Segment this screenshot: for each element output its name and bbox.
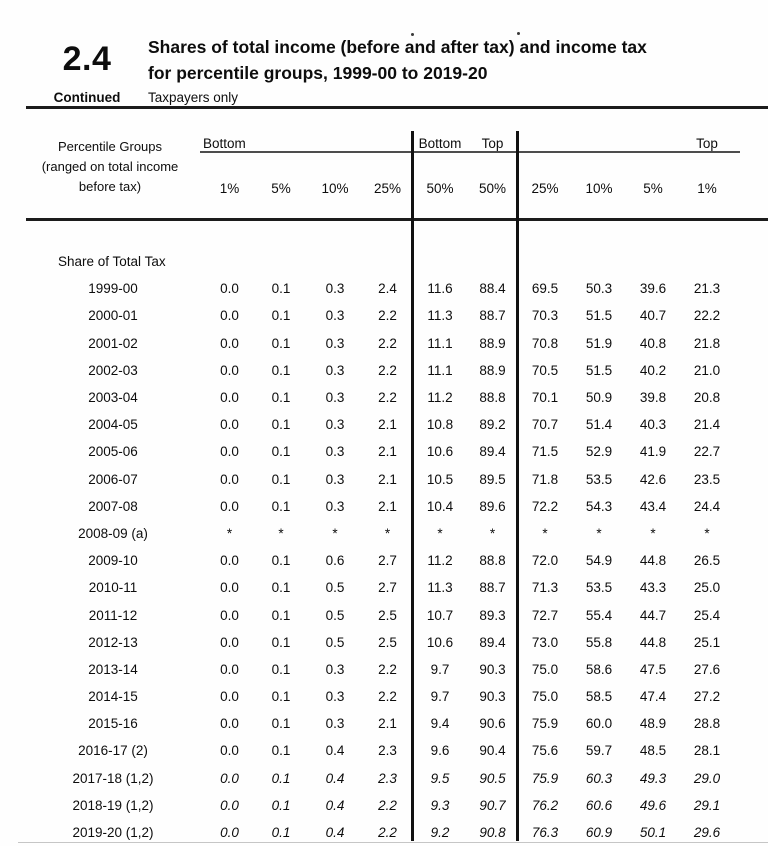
- column-header-percent: 25%: [531, 180, 559, 196]
- cell-value: 50.1: [639, 825, 667, 841]
- cell-value: 0.1: [271, 308, 291, 324]
- cell-value: 89.5: [479, 471, 506, 487]
- cell-value: 10.6: [426, 634, 454, 650]
- cell-value: 2.1: [378, 716, 397, 732]
- cell-value: 2.1: [378, 498, 397, 514]
- cell-value: 76.3: [531, 825, 559, 841]
- table-number: 2.4: [62, 40, 112, 78]
- row-year-label: 2001-02: [88, 335, 138, 351]
- cell-value: 0.0: [220, 553, 239, 569]
- cell-value: 0.0: [220, 498, 239, 514]
- table-continued-label: Continued: [53, 90, 121, 105]
- cell-value: 22.2: [693, 308, 721, 324]
- cell-value: 2.3: [378, 770, 397, 786]
- cell-value: 41.9: [639, 444, 667, 460]
- cell-value: 0.1: [271, 362, 291, 378]
- cell-value: 40.2: [639, 362, 667, 378]
- cell-value: 90.7: [479, 797, 506, 813]
- cell-value: 52.9: [585, 444, 613, 460]
- cell-value: 0.0: [220, 390, 239, 406]
- cell-value: 0.5: [325, 580, 345, 596]
- cell-value: 88.8: [479, 390, 506, 406]
- cell-value: 0.0: [220, 335, 239, 351]
- cell-value: 54.9: [585, 553, 613, 569]
- cell-value: *: [226, 525, 233, 541]
- cell-value: 40.8: [639, 335, 667, 351]
- row-year-label: 2008-09 (a): [78, 525, 148, 541]
- cell-value: 0.1: [271, 825, 291, 841]
- header-bottom-rule: [26, 218, 768, 221]
- cell-value: 11.1: [427, 335, 453, 351]
- row-year-label: 2019-20 (1,2): [72, 825, 154, 841]
- cell-value: 0.3: [325, 362, 345, 378]
- cell-value: 21.4: [693, 417, 721, 433]
- column-header-percent: 25%: [373, 180, 402, 196]
- table-title-line1: Shares of total income (before and after tax) and income tax: [148, 37, 647, 57]
- cell-value: 10.8: [426, 417, 454, 433]
- cell-value: 71.5: [531, 444, 559, 460]
- row-year-label: 2000-01: [88, 308, 138, 324]
- cell-value: 0.3: [325, 716, 345, 732]
- cell-value: 0.0: [220, 797, 239, 813]
- cell-value: 2.1: [378, 417, 397, 433]
- cell-value: 0.0: [220, 634, 239, 650]
- cell-value: 0.0: [220, 417, 239, 433]
- cell-value: 11.2: [427, 390, 453, 406]
- cell-value: 75.9: [531, 716, 559, 732]
- cell-value: 11.1: [427, 362, 453, 378]
- cell-value: 0.1: [271, 471, 291, 487]
- cell-value: 88.8: [479, 553, 506, 569]
- cell-value: 9.3: [430, 797, 450, 813]
- cell-value: 42.6: [639, 471, 667, 487]
- cell-value: 21.8: [693, 335, 721, 351]
- row-year-label: 2007-08: [88, 498, 138, 514]
- table-title-line2: for percentile groups, 1999-00 to 2019-20: [148, 63, 488, 83]
- cell-value: 0.0: [220, 444, 239, 460]
- table-row: [0, 656, 768, 683]
- row-year-label: 2014-15: [88, 689, 138, 705]
- cell-value: 72.7: [531, 607, 559, 623]
- row-year-label: 2010-11: [88, 580, 138, 596]
- cell-value: 0.0: [220, 607, 239, 623]
- cell-value: 90.3: [479, 661, 506, 677]
- row-year-label: 2017-18 (1,2): [72, 770, 154, 786]
- cell-value: 0.3: [325, 471, 345, 487]
- cell-value: 2.2: [378, 661, 397, 677]
- cell-value: *: [384, 525, 391, 541]
- cell-value: 43.4: [639, 498, 667, 514]
- cell-value: 2.2: [378, 308, 397, 324]
- cell-value: 26.5: [693, 553, 721, 569]
- cell-value: 0.3: [325, 308, 345, 324]
- cell-value: 76.2: [531, 797, 559, 813]
- row-year-label: 2015-16: [88, 716, 138, 732]
- cell-value: 11.2: [427, 553, 453, 569]
- cell-value: 0.4: [325, 743, 345, 759]
- row-year-label: 2012-13: [88, 634, 138, 650]
- cell-value: 70.7: [531, 417, 559, 433]
- table-row: [0, 411, 768, 438]
- cell-value: 11.3: [427, 308, 453, 324]
- cell-value: 44.8: [639, 634, 667, 650]
- cell-value: 2.5: [378, 607, 397, 623]
- cell-value: 0.0: [220, 471, 239, 487]
- cell-value: 70.5: [531, 362, 559, 378]
- row-year-label: 2004-05: [88, 417, 138, 433]
- cell-value: 75.9: [531, 770, 559, 786]
- cell-value: 21.0: [693, 362, 721, 378]
- cell-value: 9.7: [430, 689, 450, 705]
- cell-value: 0.3: [325, 444, 345, 460]
- page-bottom-rule: [18, 842, 768, 843]
- cell-value: 25.4: [693, 607, 721, 623]
- cell-value: *: [437, 525, 443, 541]
- group-label-bottom-50: Bottom: [418, 136, 462, 151]
- cell-value: 2.3: [378, 743, 397, 759]
- row-label-header-line2: (ranged on total income: [41, 159, 179, 174]
- cell-value: 49.6: [639, 797, 667, 813]
- row-label-header-line3: before tax): [78, 179, 142, 194]
- column-header-percent: 5%: [271, 180, 291, 196]
- cell-value: 0.1: [271, 390, 291, 406]
- row-year-label: 2011-12: [88, 607, 138, 623]
- row-year-label: 2003-04: [88, 390, 138, 406]
- table-body: [0, 248, 768, 846]
- cell-value: 24.4: [693, 498, 721, 514]
- table-row: [0, 302, 768, 329]
- row-year-label: 2005-06: [88, 444, 138, 460]
- cell-value: 10.7: [426, 607, 454, 623]
- cell-value: 11.3: [427, 580, 453, 596]
- cell-value: 27.2: [693, 689, 721, 705]
- table-row: [0, 737, 768, 764]
- percent-column-headers: [0, 178, 768, 198]
- cell-value: 40.3: [639, 417, 667, 433]
- cell-value: 54.3: [585, 498, 613, 514]
- cell-value: 0.0: [220, 689, 239, 705]
- row-year-label: 1999-00: [88, 281, 138, 297]
- cell-value: 0.6: [325, 553, 345, 569]
- cell-value: 50.3: [585, 281, 613, 297]
- cell-value: 0.3: [325, 417, 345, 433]
- cell-value: 69.5: [531, 281, 559, 297]
- cell-value: *: [489, 525, 496, 541]
- cell-value: 88.7: [479, 308, 506, 324]
- cell-value: 89.2: [479, 417, 506, 433]
- cell-value: 51.5: [585, 308, 613, 324]
- cell-value: 0.1: [271, 498, 291, 514]
- cell-value: 51.9: [585, 335, 613, 351]
- cell-value: 2.1: [378, 471, 397, 487]
- cell-value: 0.5: [325, 607, 345, 623]
- cell-value: 0.1: [271, 661, 291, 677]
- cell-value: 90.3: [479, 689, 506, 705]
- group-label-top: Top: [696, 136, 718, 151]
- table-row: [0, 574, 768, 601]
- cell-value: 51.4: [585, 417, 613, 433]
- cell-value: 60.3: [585, 770, 613, 786]
- cell-value: *: [278, 525, 284, 541]
- cell-value: 2.1: [378, 444, 397, 460]
- table-row: [0, 493, 768, 520]
- group-label-top-50: Top: [481, 136, 504, 151]
- cell-value: 10.4: [426, 498, 454, 514]
- table-subtitle: Taxpayers only: [148, 90, 239, 105]
- cell-value: 0.0: [220, 661, 239, 677]
- group-header-underline: [200, 151, 740, 153]
- cell-value: 0.0: [220, 580, 239, 596]
- cell-value: 0.1: [271, 716, 291, 732]
- cell-value: 27.6: [693, 661, 721, 677]
- cell-value: 90.8: [479, 825, 506, 841]
- group-label-bottom: Bottom: [203, 136, 246, 151]
- section-title: Share of Total Tax: [58, 254, 166, 270]
- cell-value: *: [650, 525, 656, 541]
- cell-value: 71.8: [531, 471, 559, 487]
- cell-value: 28.1: [693, 743, 721, 759]
- cell-value: 0.0: [220, 281, 239, 297]
- cell-value: 48.9: [639, 716, 667, 732]
- cell-value: 2.2: [378, 797, 397, 813]
- cell-value: 88.9: [479, 335, 506, 351]
- cell-value: 47.5: [639, 661, 667, 677]
- cell-value: 0.3: [325, 335, 345, 351]
- column-header-percent: 1%: [219, 180, 240, 196]
- cell-value: 2.2: [378, 335, 397, 351]
- cell-value: 0.0: [220, 743, 239, 759]
- cell-value: 0.4: [325, 770, 345, 786]
- column-header-percent: 50%: [426, 180, 454, 196]
- cell-value: 73.0: [531, 634, 559, 650]
- table-row: [0, 384, 768, 411]
- cell-value: 48.5: [639, 743, 667, 759]
- table-title: [148, 34, 708, 86]
- cell-value: 0.1: [271, 553, 291, 569]
- cell-value: 2.2: [378, 825, 397, 841]
- cell-value: 59.7: [585, 743, 613, 759]
- cell-value: 0.1: [271, 634, 291, 650]
- cell-value: 0.1: [271, 281, 291, 297]
- cell-value: 0.3: [325, 661, 345, 677]
- cell-value: 9.7: [430, 661, 450, 677]
- cell-value: 2.4: [378, 281, 397, 297]
- table-row: [0, 357, 768, 384]
- cell-value: 0.1: [271, 444, 291, 460]
- cell-value: *: [596, 525, 602, 541]
- cell-value: 58.5: [585, 689, 613, 705]
- table-row: [0, 765, 768, 792]
- cell-value: 0.3: [325, 390, 345, 406]
- cell-value: 2.5: [378, 634, 397, 650]
- row-year-label: 2013-14: [88, 661, 138, 677]
- table-row: [0, 438, 768, 465]
- cell-value: 2.2: [378, 390, 397, 406]
- row-label-header-line1: Percentile Groups: [57, 139, 163, 154]
- cell-value: 60.0: [585, 716, 613, 732]
- cell-value: 0.4: [325, 825, 345, 841]
- cell-value: 0.5: [325, 634, 345, 650]
- row-year-label: 2018-19 (1,2): [72, 797, 154, 813]
- cell-value: 0.1: [271, 743, 291, 759]
- cell-value: 11.6: [427, 281, 453, 297]
- column-header-percent: 10%: [585, 180, 613, 196]
- cell-value: 44.7: [639, 607, 667, 623]
- cell-value: *: [332, 525, 338, 541]
- cell-value: 39.6: [639, 281, 667, 297]
- cell-value: 70.3: [531, 308, 559, 324]
- cell-value: 89.4: [479, 444, 506, 460]
- table-row: [0, 520, 768, 547]
- cell-value: 72.0: [531, 553, 559, 569]
- section-header-row: [0, 248, 768, 275]
- cell-value: 88.4: [479, 281, 506, 297]
- cell-value: 0.3: [325, 689, 345, 705]
- cell-value: 40.7: [639, 308, 667, 324]
- cell-value: 75.6: [531, 743, 559, 759]
- cell-value: 39.8: [639, 390, 667, 406]
- cell-value: 0.1: [271, 580, 291, 596]
- table-row: [0, 710, 768, 737]
- cell-value: 43.3: [639, 580, 667, 596]
- cell-value: 47.4: [639, 689, 667, 705]
- column-header-percent: 10%: [321, 180, 349, 196]
- cell-value: *: [542, 525, 548, 541]
- cell-value: 49.3: [639, 770, 667, 786]
- cell-value: 90.6: [479, 716, 506, 732]
- row-year-label: 2016-17 (2): [78, 743, 148, 759]
- table-row: [0, 547, 768, 574]
- cell-value: 0.0: [220, 308, 239, 324]
- row-year-label: 2009-10: [88, 553, 138, 569]
- cell-value: 9.5: [430, 770, 450, 786]
- cell-value: 2.7: [378, 553, 397, 569]
- cell-value: 0.1: [271, 607, 291, 623]
- table-row: [0, 683, 768, 710]
- cell-value: 2.7: [378, 580, 397, 596]
- cell-value: 70.1: [531, 390, 559, 406]
- cell-value: 9.6: [430, 743, 450, 759]
- cell-value: 10.5: [426, 471, 454, 487]
- cell-value: 29.1: [693, 797, 721, 813]
- column-header-percent: 50%: [478, 180, 507, 196]
- cell-value: 89.6: [479, 498, 506, 514]
- cell-value: 0.3: [325, 281, 345, 297]
- cell-value: 25.1: [693, 634, 721, 650]
- cell-value: 90.4: [479, 743, 506, 759]
- cell-value: 55.4: [585, 607, 613, 623]
- cell-value: 0.0: [220, 716, 239, 732]
- cell-value: 0.3: [325, 498, 345, 514]
- cell-value: 0.0: [220, 770, 239, 786]
- cell-value: 72.2: [531, 498, 559, 514]
- cell-value: 50.9: [585, 390, 613, 406]
- header-top-rule: [26, 106, 768, 109]
- cell-value: 58.6: [585, 661, 613, 677]
- cell-value: 89.4: [479, 634, 506, 650]
- cell-value: *: [704, 525, 710, 541]
- cell-value: 2.2: [378, 689, 397, 705]
- row-year-label: 2002-03: [88, 362, 138, 378]
- cell-value: 22.7: [693, 444, 721, 460]
- cell-value: 20.8: [693, 390, 721, 406]
- table-row: [0, 629, 768, 656]
- cell-value: 75.0: [531, 689, 559, 705]
- row-year-label: 2006-07: [88, 471, 138, 487]
- cell-value: 9.4: [430, 716, 450, 732]
- cell-value: 0.0: [220, 825, 239, 841]
- table-row: [0, 601, 768, 628]
- cell-value: 53.5: [585, 580, 613, 596]
- cell-value: 0.1: [271, 417, 291, 433]
- cell-value: 88.7: [479, 580, 506, 596]
- cell-value: 2.2: [378, 362, 397, 378]
- cell-value: 60.6: [585, 797, 613, 813]
- column-header-percent: 1%: [697, 180, 717, 196]
- cell-value: 21.3: [693, 281, 721, 297]
- column-header-percent: 5%: [643, 180, 663, 196]
- cell-value: 29.6: [693, 825, 721, 841]
- cell-value: 0.1: [271, 335, 291, 351]
- cell-value: 51.5: [585, 362, 613, 378]
- cell-value: 9.2: [430, 825, 450, 841]
- cell-value: 90.5: [479, 770, 506, 786]
- table-row: [0, 275, 768, 302]
- cell-value: 88.9: [479, 362, 506, 378]
- table-row: [0, 330, 768, 357]
- cell-value: 60.9: [585, 825, 613, 841]
- cell-value: 0.1: [271, 797, 291, 813]
- cell-value: 89.3: [479, 607, 506, 623]
- cell-value: 10.6: [426, 444, 454, 460]
- cell-value: 25.0: [693, 580, 721, 596]
- cell-value: 0.0: [220, 362, 239, 378]
- cell-value: 55.8: [585, 634, 613, 650]
- cell-value: 0.4: [325, 797, 345, 813]
- cell-value: 23.5: [693, 471, 721, 487]
- cell-value: 0.1: [271, 689, 291, 705]
- table-row: [0, 466, 768, 493]
- cell-value: 70.8: [531, 335, 559, 351]
- cell-value: 29.0: [693, 770, 721, 786]
- cell-value: 0.1: [271, 770, 291, 786]
- table-row: [0, 792, 768, 819]
- cell-value: 71.3: [531, 580, 559, 596]
- cell-value: 53.5: [585, 471, 613, 487]
- cell-value: 75.0: [531, 661, 559, 677]
- cell-value: 28.8: [693, 716, 721, 732]
- cell-value: 44.8: [639, 553, 667, 569]
